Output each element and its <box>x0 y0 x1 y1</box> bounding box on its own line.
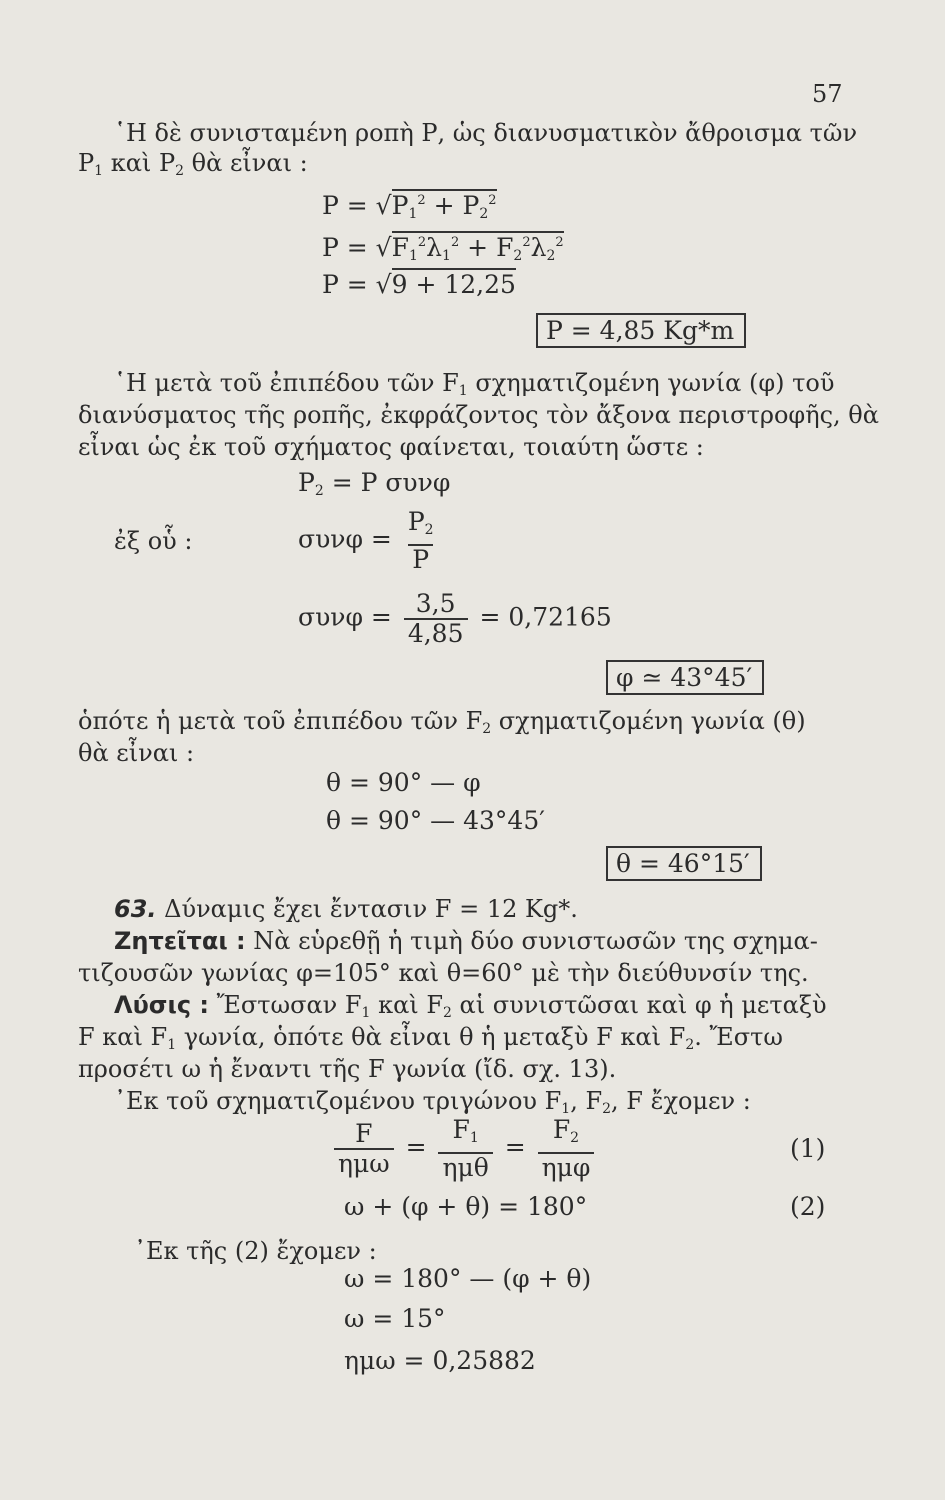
equation-10-tag: (2) <box>790 1192 826 1221</box>
equation-10: ω + (φ + θ) = 180° <box>344 1192 588 1221</box>
paragraph-2-line-3: εἶναι ὡς ἐκ τοῦ σχήματος φαίνεται, τοιαύτη ὥστε : <box>78 433 704 461</box>
equation-11: ω = 180° — (φ + θ) <box>344 1264 592 1293</box>
paragraph-2-line-1: ῾Η μετὰ τοῦ ἐπιπέδου τῶν $F_1$ σχηματιζομένη γωνία (φ) τοῦ <box>114 369 835 399</box>
equation-12: ω = 15° <box>344 1304 446 1333</box>
page-number: 57 <box>812 80 843 108</box>
paragraph-1-line-1: ῾Η δὲ συνισταμένη ροπὴ Ρ, ὡς διανυσματικὸν ἄθροισμα τῶν <box>114 119 858 147</box>
equation-5: συνφ = $\frac{P_2}{P}$ <box>298 507 434 574</box>
equation-13: ημω = 0,25882 <box>344 1346 536 1375</box>
zitoumeno-line-1: Ζητεῖται : Νὰ εὑρεθῇ ἡ τιμὴ δύο συνιστωσῶν της σχημα- <box>114 927 818 955</box>
equation-2: $P = √F_1^2\lambda_1^2 + F_2^2\lambda_2^2$ <box>322 233 564 264</box>
problem-63-statement: 63. Δύναμις ἔχει ἔντασιν F = 12 Kg*. <box>114 895 578 923</box>
equation-7: θ = 90° — φ <box>326 768 481 797</box>
equation-9-tag: (1) <box>790 1134 826 1163</box>
equation-8: θ = 90° — 43°45′ <box>326 806 545 835</box>
lysis-line-2: F καὶ $F_1$ γωνία, ὁπότε θὰ εἶναι θ ἡ μεταξὺ F καὶ $F_2$. Ἔστω <box>78 1023 783 1053</box>
paragraph-3-line-1: ὁπότε ἡ μετὰ τοῦ ἐπιπέδου τῶν $F_2$ σχηματιζομένη γωνία (θ) <box>78 707 806 737</box>
equation-3: P = √9 + 12,25 <box>322 270 516 299</box>
lysis-line-3: προσέτι ω ἡ ἔναντι τῆς F γωνία (ἴδ. σχ. 13). <box>78 1055 617 1083</box>
paragraph-1-line-2: $P_1$ καὶ $P_2$ θὰ εἶναι : <box>78 149 308 179</box>
paragraph-3-line-2: θὰ εἶναι : <box>78 739 195 767</box>
paragraph-2-line-2: διανύσματος τῆς ροπῆς, ἐκφράζοντος τὸν ἄξονα περιστροφῆς, θὰ <box>78 401 879 429</box>
ek-tis-2-label: ᾿Εκ τῆς (2) ἔχομεν : <box>134 1237 377 1265</box>
result-box-theta: θ = 46°15′ <box>606 846 762 881</box>
lysis-line-4: ᾿Εκ τοῦ σχηματιζομένου τριγώνου $F_1$, $F_2$, F ἔχομεν : <box>114 1087 751 1117</box>
lysis-line-1: Λύσις : Ἔστωσαν $F_1$ καὶ $F_2$ αἱ συνιστῶσαι καὶ φ ἡ μεταξὺ <box>114 991 827 1021</box>
equation-6: συνφ = $\frac{3,5}{4,85}$ = 0,72165 <box>298 589 612 648</box>
ex-ou-label: ἐξ οὗ : <box>114 527 193 555</box>
equation-1: $P = √P_1^2 + P_2^2$ <box>322 191 497 222</box>
result-box-moment: P = 4,85 Kg*m <box>536 313 746 348</box>
equation-9: $\frac{F}{\text{ημω}}$ = $\frac{F_1}{\text{ημθ}}$ = $\frac{F_2}{\text{ημφ}}$ <box>330 1116 598 1182</box>
zitoumeno-line-2: τιζουσῶν γωνίας φ=105° καὶ θ=60° μὲ τὴν διεύθυνσίν της. <box>78 959 809 987</box>
equation-4: $P_2 = P$ συνφ <box>298 468 451 499</box>
result-box-phi: φ ≃ 43°45′ <box>606 660 764 695</box>
